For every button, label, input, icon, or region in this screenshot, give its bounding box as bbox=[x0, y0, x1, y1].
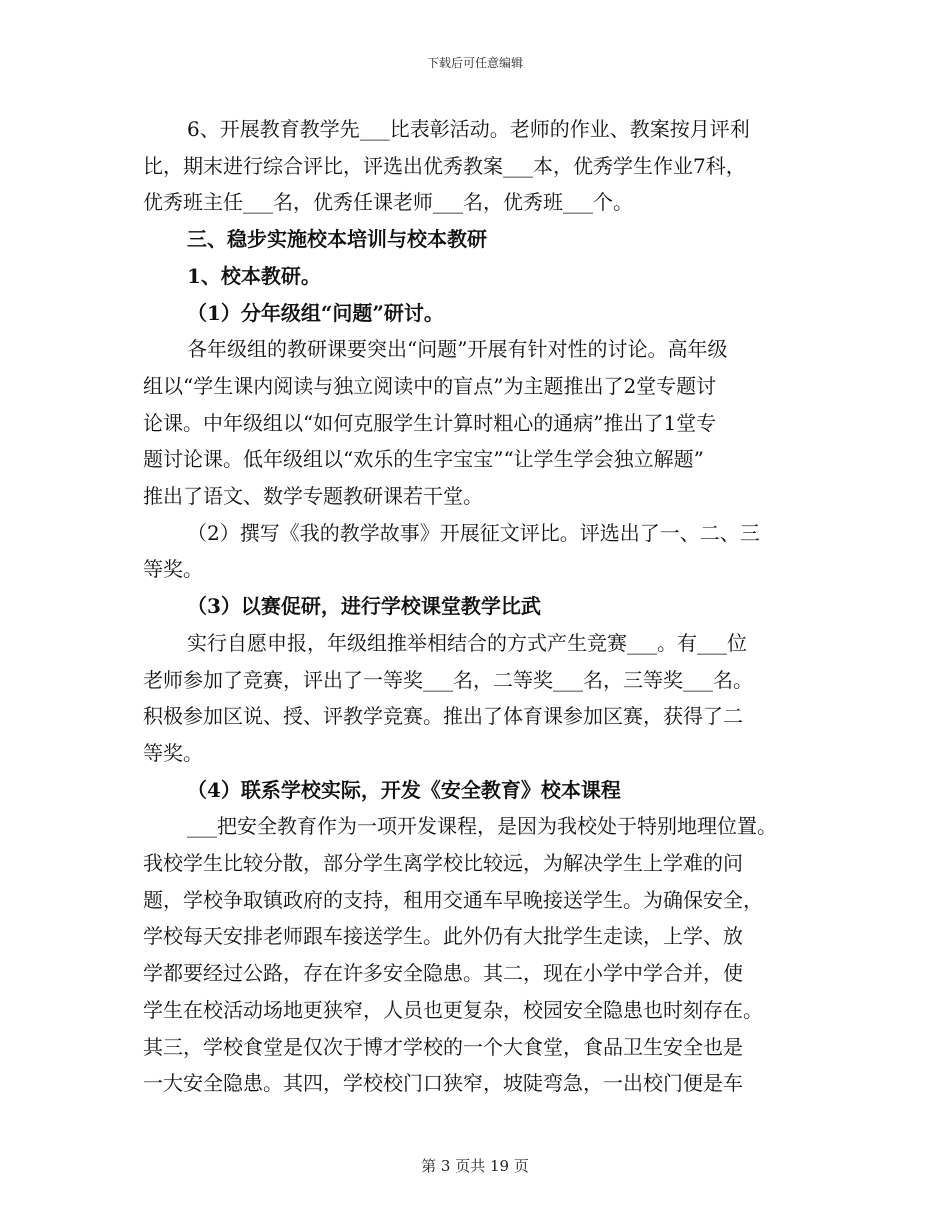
text-line: 我校学生比较分散，部分学生离学校比较远，为解决学生上学难的问 bbox=[143, 851, 743, 875]
text-line: 6、开展教育教学先___比表彰活动。老师的作业、教案按月评利 bbox=[187, 117, 750, 141]
text-line: 论课。中年级组以“如何克服学生计算时粗心的通病”推出了1堂专 bbox=[143, 410, 717, 435]
section-heading: （4）联系学校实际，开发《安全教育》校本课程 bbox=[187, 777, 621, 802]
text-line: 老师参加了竞赛，评出了一等奖___名，二等奖___名，三等奖___名。 bbox=[143, 667, 753, 692]
section-heading: 三、稳步实施校本培训与校本教研 bbox=[187, 227, 487, 252]
text-line: 等奖。 bbox=[143, 557, 203, 582]
section-heading: 1、校本教研。 bbox=[187, 263, 321, 288]
text-line: 题讨论课。低年级组以“欢乐的生字宝宝”“让学生学会独立解题” bbox=[143, 447, 704, 472]
text-line: 比，期末进行综合评比，评选出优秀教案___本，优秀学生作业7科， bbox=[143, 153, 746, 178]
text-line: 实行自愿申报，年级组推举相结合的方式产生竞赛___。有___位 bbox=[187, 630, 747, 655]
text-line: 学生在校活动场地更狭窄，人员也更复杂，校园安全隐患也时刻存在。 bbox=[143, 997, 763, 1022]
section-heading: （3）以赛促研，进行学校课堂教学比武 bbox=[187, 594, 541, 619]
text-line: 推出了语文、数学专题教研课若干堂。 bbox=[143, 484, 483, 508]
section-heading: （1）分年级组“问题”研讨。 bbox=[187, 300, 444, 325]
text-line: 优秀班主任___名，优秀任课老师___名，优秀班___个。 bbox=[143, 190, 633, 215]
page-footer: 第 3 页共 19 页 bbox=[421, 1157, 529, 1175]
text-line: 学都要经过公路，存在许多安全隐患。其二，现在小学中学合并，使 bbox=[143, 961, 743, 986]
text-line: 积极参加区说、授、评教学竞赛。推出了体育课参加区赛，获得了二 bbox=[143, 704, 743, 729]
text-line: 组以“学生课内阅读与独立阅读中的盲点”为主题推出了2堂专题讨 bbox=[143, 373, 717, 398]
page-header: 下载后可任意编辑 bbox=[426, 56, 523, 70]
text-line: 学校每天安排老师跟车接送学生。此外仍有大批学生走读，上学、放 bbox=[143, 924, 743, 949]
text-line: 其三，学校食堂是仅次于博才学校的一个大食堂，食品卫生安全也是 bbox=[143, 1034, 743, 1059]
text-line: 一大安全隐患。其四，学校校门口狭窄，坡陡弯急，一出校门便是车 bbox=[143, 1071, 743, 1096]
text-line: ___把安全教育作为一项开发课程，是因为我校处于特别地理位置。 bbox=[187, 814, 777, 839]
text-line: 题，学校争取镇政府的支持，租用交通车早晚接送学生。为确保安全， bbox=[143, 887, 763, 912]
text-line: 等奖。 bbox=[143, 740, 203, 765]
text-line: 各年级组的教研课要突出“问题”开展有针对性的讨论。高年级 bbox=[187, 337, 728, 362]
text-line: （2）撰写《我的教学故事》开展征文评比。评选出了一、二、三 bbox=[187, 520, 760, 545]
